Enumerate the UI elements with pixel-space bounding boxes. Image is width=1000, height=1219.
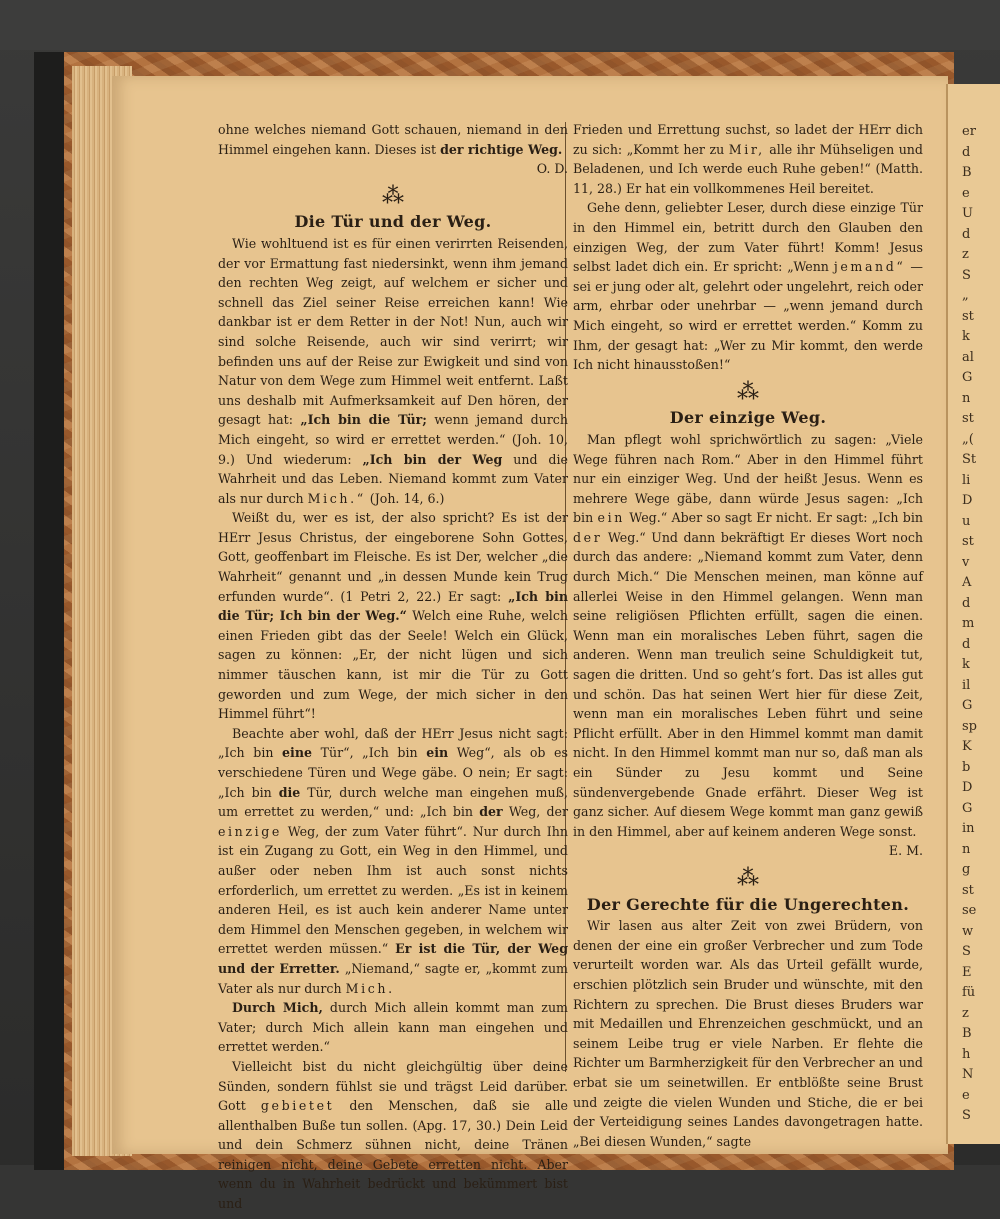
next-page-fragment: K — [962, 739, 972, 754]
next-page-fragment: G — [962, 698, 973, 713]
next-page-fragment: u — [962, 513, 971, 529]
paragraph: Beachte aber wohl, daß der HErr Jesus nicht sagt: „Ich bin eine Tür“, „Ich bin ein Weg“, als ob es verschiedene Türen und Wege gäbe. O nein; Er sagt: „Ich bin die Tür, durch welche man eingehen muß, um errettet zu werden,“ und: „Ich bin der Weg, der einzige Weg, der zum Vater führt“. Nur durch Ihn ist ein Zugang zu Gott, ein Weg in den Himmel, und außer oder neben Ihm ist auch sonst nichts erforderlich, um errettet zu werden. „Es ist in keinem anderen Heil, es ist auch kein anderer Name unter dem Himmel den Menschen gegeben, in welchem wir errettet werden müssen.“ Er ist die Tür, der Weg und der Erretter. „Niemand,“ sagte er, „kommt zum Vater als nur durch Mich. — [218, 725, 569, 996]
ornament-icon: ⁂ — [737, 865, 759, 891]
next-page-edge — [946, 84, 1000, 1144]
next-page-fragment: E — [962, 964, 972, 980]
next-page-fragment: k — [962, 657, 970, 672]
left-column — [218, 120, 568, 1214]
right-column — [573, 120, 923, 1151]
intro-bold: der richtige Weg. — [440, 141, 563, 157]
article-title-einzige-weg: Der einzige Weg. — [669, 408, 827, 428]
next-page-fragment: fü — [962, 985, 976, 1000]
next-page-fragment: g — [962, 862, 971, 877]
paragraph: Durch Mich, durch Mich allein kommt man zum Vater; durch Mich allein kann man eingehen und errettet werden.“ — [218, 1000, 568, 1055]
ornament-icon: ⁂ — [737, 379, 759, 405]
article-signature: E. M. — [888, 843, 923, 859]
next-page-fragment: v — [962, 554, 970, 570]
next-page-fragment: e — [962, 185, 970, 201]
next-page-fragment: D — [962, 493, 973, 508]
paragraph: Vielleicht bist du nicht gleichgültig über deine Sünden, sondern fühlst sie und trägst Leid darüber. Gott gebietet den Menschen, daß sie alle allenthalben Buße tun sollen. (Apg. 17, 30.) Dein Leid und dein Schmerz sühnen nicht, deine Tränen reinigen nicht, deine Gebete erretten nicht. Aber wenn du in Wahrheit bedrückt und bekümmert bist und — [218, 1058, 568, 1212]
paragraph: Man pflegt wohl sprichwörtlich zu sagen: „Viele Wege führen nach Rom.“ Aber in den Himmel führt nur ein einziger Weg. Und der heißt Jesus. Wenn es mehrere Wege gäbe, dann würde Jesus sagen: „Ich bin ein Weg.“ Aber so sagt Er nicht. Er sagt: „Ich bin der Weg.“ Und dann bekräftigt Er dieses Wort noch durch das andere: „Niemand kommt zum Vater, denn durch Mich.“ Die Menschen meinen, man könne auf allerlei Weise in den Himmel gelangen. Wenn man seine religiösen Pflichten erfüllt, sagen die einen. Wenn man ein moralisches Leben führt, sagen die anderen. Wenn man treulich seine Schuldigkeit tut, sagen die dritten. Und so geht’s fort. Das ist alles gut und schön. Das hat seinen Wert hier für diese Zeit, wenn man ein moralisches Leben führt und seine Pflicht erfüllt. Aber in den Himmel kommt man damit nicht. In den Himmel kommt man nur so, daß man als ein Sünder zu Jesu kommt und Seine sündenvergebende Gnade erfährt. Dieser Weg ist ganz sicher. Auf diesem Wege kommt man ganz gewiß in den Himmel, aber auf keinem anderen Wege sonst. — [573, 431, 923, 839]
next-page-fragment: n — [962, 390, 971, 406]
next-page-fragment: St — [962, 452, 977, 467]
next-page-fragment: st — [962, 308, 974, 324]
next-page-fragment: n — [962, 841, 971, 857]
paragraph: Frieden und Errettung suchst, so ladet der HErr dich zu sich: „Kommt her zu Mir, alle ihr Mühseligen und Beladenen, und Ich werde euch Ruhe geben!“ (Matth. 11, 28.) Er hat ein vollkommenes Heil bereitet. — [573, 122, 923, 196]
next-page-fragment: B — [962, 165, 972, 180]
next-page-fragment: „ — [962, 288, 969, 303]
next-page-fragment: d — [962, 636, 971, 652]
next-page-fragment: d — [962, 595, 971, 611]
next-page-fragment: m — [962, 616, 975, 631]
paragraph: Gehe denn, geliebter Leser, durch diese einzige Tür in den Himmel ein, betritt durch den Glauben den einzigen Weg, der zum Vater führt! Komm! Jesus selbst ladet dich ein. Er spricht: „Wenn jemand“ — sei er jung oder alt, gelehrt oder ungelehrt, reich oder arm, ehrbar oder unehrbar — „wenn jemand durch Mich eingeht, so wird er errettet werden.“ Komm zu Ihm, der gesagt hat: „Wer zu Mir kommt, den werde Ich nicht hinausstoßen!“ — [573, 200, 923, 373]
next-page-fragment: G — [962, 800, 973, 816]
next-page-fragment: d — [962, 144, 971, 160]
next-page-fragment: z — [962, 1005, 969, 1021]
next-page-fragment: S — [962, 267, 971, 283]
next-page-fragment: sp — [962, 718, 977, 734]
book-spine — [34, 52, 64, 1170]
signature-row — [573, 841, 923, 861]
next-page-fragment: se — [962, 903, 977, 918]
intro-signature: O. D. — [536, 161, 568, 177]
next-page-fragment: h — [962, 1046, 971, 1062]
next-page-fragment: st — [962, 411, 974, 426]
next-page-fragment: z — [962, 247, 969, 262]
ornament-icon: ⁂ — [382, 183, 404, 209]
next-page-fragment: k — [962, 329, 970, 344]
next-page-fragment: er — [962, 124, 976, 139]
next-page-fragment: A — [962, 575, 972, 590]
next-page-fragment: S — [962, 944, 971, 959]
next-page-fragment: U — [962, 206, 973, 221]
next-page-fragment: li — [962, 472, 971, 488]
next-page-fragment: „( — [962, 431, 974, 447]
next-page-fragment: al — [962, 349, 974, 365]
paragraph: Weißt du, wer es ist, der also spricht? Es ist der HErr Jesus Christus, der eingeborene Sohn Gottes, Gott, geoffenbart im Fleische. Es ist Der, welcher „die Wahrheit“ genannt und „in dessen Munde kein Trug erfunden wurde“. (1 Petri 2, 22.) Er sagt: „Ich bin die Tür; Ich bin der Weg.“ Welch eine Ruhe, welch einen Frieden gibt das der Seele! Welch ein Glück, sagen zu können: „Er, der nicht lügen und sich nimmer täuschen kann, ist mir die Tür zu Gott geworden und zum Wege, der mich sicher in den Himmel führt“! — [218, 510, 568, 722]
next-page-fragment: st — [962, 534, 974, 549]
article-title-gerechte: Der Gerechte für die Ungerechten. — [586, 894, 910, 914]
next-page-fragment: st — [962, 882, 974, 898]
scanner-top-band — [0, 0, 1000, 50]
next-page-fragment: w — [962, 923, 974, 939]
next-page-fragment: b — [962, 759, 971, 775]
paragraph: Wir lasen aus alter Zeit von zwei Brüdern, von denen der eine ein großer Verbrecher und zum Tode verurteilt worden war. Als das Urteil gefällt wurde, erschien plötzlich sein Bruder und wünschte, mit den Richtern zu sprechen. Die Brust dieses Bruders war mit Medaillen und Ehrenzeichen geschmückt, und an seinem Leibe trug er viele Narben. Er flehte die Richter um Barmherzigkeit für den Verbrecher an und erbat sie um seinetwillen. Er entblößte seine Brust und zeigte die vielen Wunden und Stiche, die er bei der Verteidigung seines Landes davongetragen hatte. „Bei diesen Wunden,“ sagte — [573, 918, 923, 1149]
next-page-fragment: e — [962, 1087, 970, 1103]
intro-signature-row — [218, 159, 568, 179]
intro-paragraph: ohne welches niemand Gott schauen, niemand in den Himmel eingehen kann. Dieses ist der richtige Weg. — [218, 122, 568, 157]
next-page-fragment: D — [962, 780, 973, 795]
next-page-fragment: in — [962, 821, 975, 836]
next-page-fragment: B — [962, 1026, 972, 1041]
next-page-fragment: S — [962, 1108, 971, 1123]
article-title-tuer-und-weg: Die Tür und der Weg. — [294, 212, 492, 232]
next-page-fragment: N — [962, 1067, 974, 1082]
next-page-fragment: il — [962, 677, 971, 693]
next-page-fragment: G — [962, 370, 973, 385]
paragraph: Wie wohltuend ist es für einen verirrten Reisenden, der vor Ermattung fast niedersinkt, wenn ihm jemand den rechten Weg zeigt, auf welchem er sicher und schnell das Ziel seiner Reise erreichen kann! Wie dankbar ist er dem Retter in der Not! Nun, auch wir sind solche Reisende, auch wir sind verirrt; wir befinden uns auf der Reise zur Ewigkeit und sind von Natur von dem Wege zum Himmel weit entfernt. Laßt uns deshalb mit Aufmerksamkeit auf Den hören, der gesagt hat: „Ich bin die Tür; wenn jemand durch Mich eingeht, so wird er errettet werden.“ (Joh. 10, 9.) Und wiederum: „Ich bin der Weg und die Wahrheit und das Leben. Niemand kommt zum Vater als nur durch Mich.“ (Joh. 14, 6.) — [218, 235, 568, 506]
next-page-fragment: d — [962, 226, 971, 242]
